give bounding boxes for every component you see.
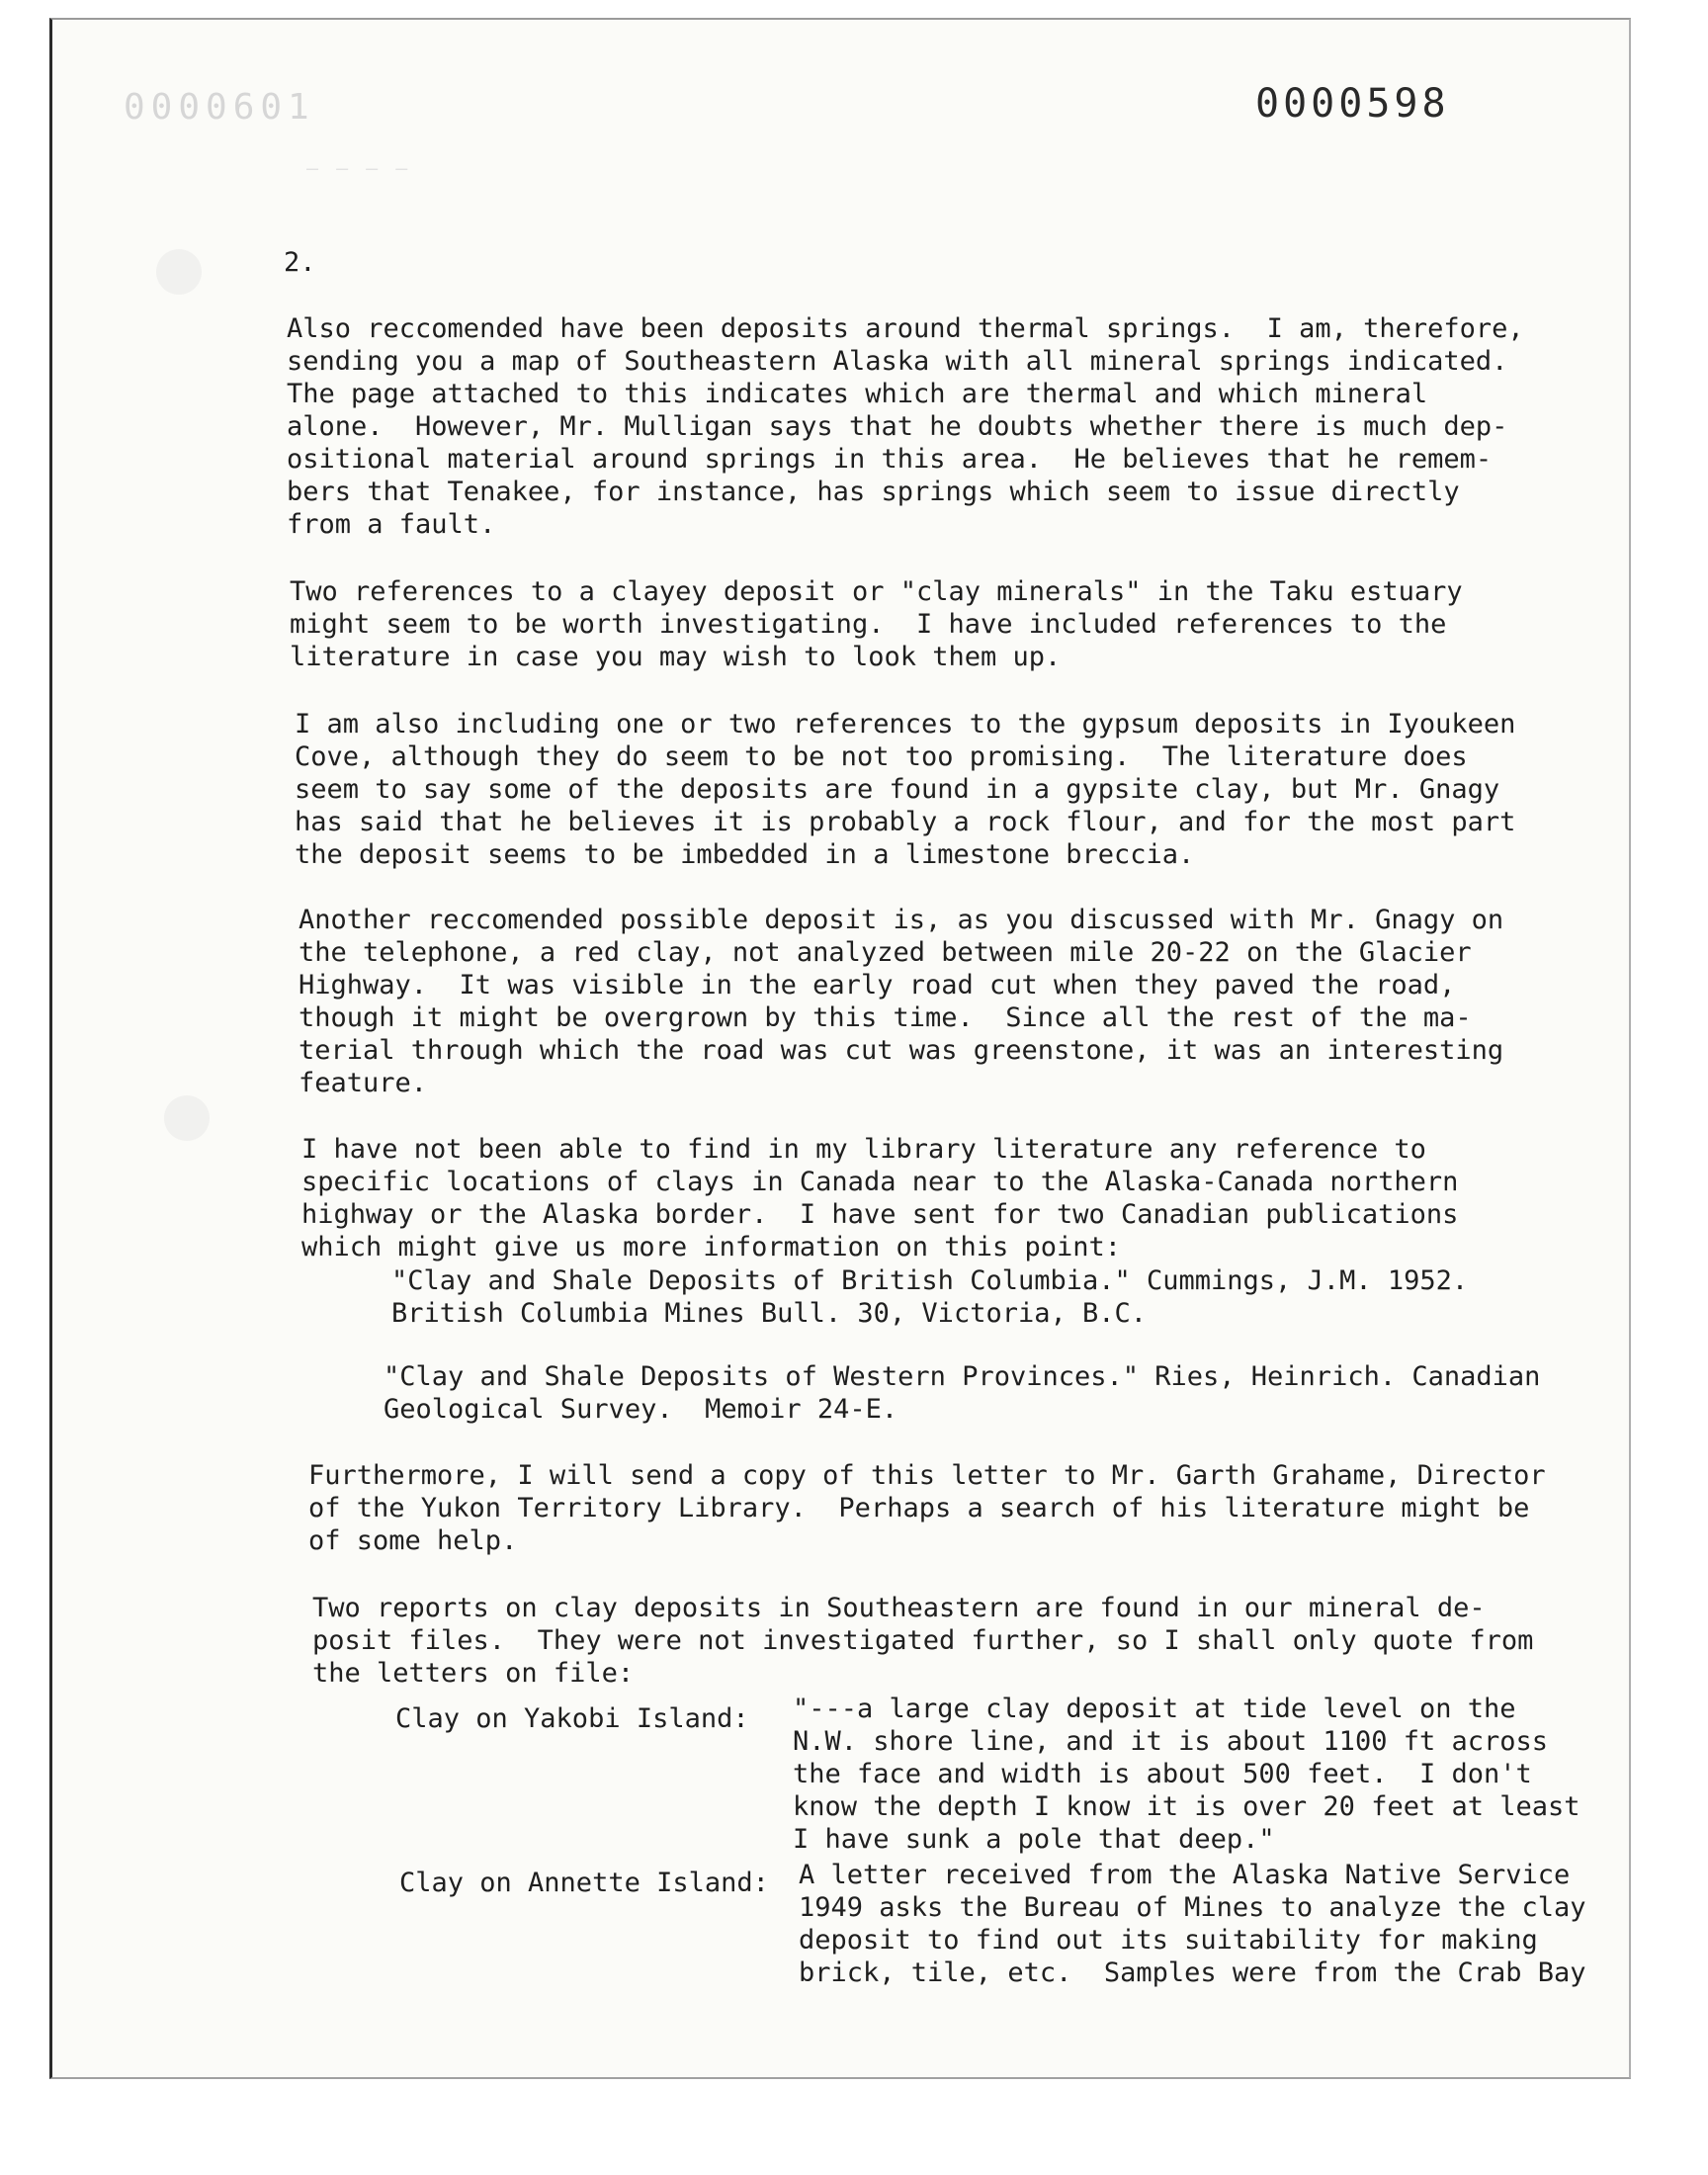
paragraph-taku-estuary: Two references to a clayey deposit or "clay minerals" in the Taku estuary might seem to be worth investigating. I have included references to the literature in case you may wish to look them up.: [290, 576, 1463, 672]
paragraph-thermal-springs: Also reccomended have been deposits around thermal springs. I am, therefore, sending you a map of Southeastern Alaska with all mineral springs indicated. The page attached to this indicates which are thermal and which mineral alone. However, Mr. Mulligan says that he doubts whether there is much dep- ositional material around springs in this area. He believes that he remem- bers that Tenakee, for instance, has springs which seem to issue directly from a fault.: [287, 313, 1524, 540]
paragraph-canadian-clays: I have not been able to find in my library literature any reference to specific locations of clays in Canada near to the Alaska-Canada northern highway or the Alaska border. I have sent for two Canadian publications which might give us more information on this point:: [301, 1134, 1459, 1262]
paragraph-clay-reports: Two reports on clay deposits in Southeastern are found in our mineral de- posit files. They were not investigated further, so I shall only quote from the letters on file:: [312, 1593, 1534, 1689]
page-number: 2.: [284, 247, 316, 278]
bleed-through-mark: — — — —: [306, 156, 411, 180]
quote-text-annette: A letter received from the Alaska Native Service 1949 asks the Bureau of Mines to analyze the clay deposit to find out its suitability for making brick, tile, etc. Samples were from the Crab Bay: [799, 1860, 1586, 1988]
reference-british-columbia: "Clay and Shale Deposits of British Columbia." Cummings, J.M. 1952. British Columbia Mines Bull. 30, Victoria, B.C.: [391, 1265, 1469, 1329]
paragraph-yukon-library: Furthermore, I will send a copy of this letter to Mr. Garth Grahame, Director of the Yukon Territory Library. Perhaps a search of his literature might be of some help.: [308, 1460, 1546, 1556]
paragraph-glacier-highway: Another reccomended possible deposit is, as you discussed with Mr. Gnagy on the telephone, a red clay, not analyzed between mile 20-22 on the Glacier Highway. It was visible in the early road cut when they paved the road, though it might be overgrown by this time. Since all the rest of the ma- terial through which the road was cut was greenstone, it was an interesting feature.: [299, 905, 1504, 1098]
scan-margin: [0, 2094, 1708, 2175]
quote-label-annette: Clay on Annette Island:: [399, 1868, 769, 1898]
punch-hole-top: [156, 249, 202, 295]
quote-text-yakobi: "---a large clay deposit at tide level on the N.W. shore line, and it is about 1100 ft across the face and width is about 500 feet. I don't know the depth I know it is over 20 feet at least I have sunk a pole that deep.": [793, 1694, 1580, 1855]
paragraph-gypsum-deposits: I am also including one or two references to the gypsum deposits in Iyoukeen Cove, although they do seem to be not too promising. The literature does seem to say some of the deposits are found in a gypsite clay, but Mr. Gnagy has said that he believes it is probably a rock flour, and for the most part the deposit seems to be imbedded in a limestone breccia.: [295, 709, 1516, 870]
punch-hole-middle: [164, 1095, 210, 1141]
reference-western-provinces: "Clay and Shale Deposits of Western Provinces." Ries, Heinrich. Canadian Geological Survey. Memoir 24-E.: [384, 1361, 1541, 1425]
quote-label-yakobi: Clay on Yakobi Island:: [395, 1703, 749, 1734]
bleed-through-number: 0000601: [124, 87, 315, 128]
document-number: 0000598: [1255, 81, 1450, 127]
